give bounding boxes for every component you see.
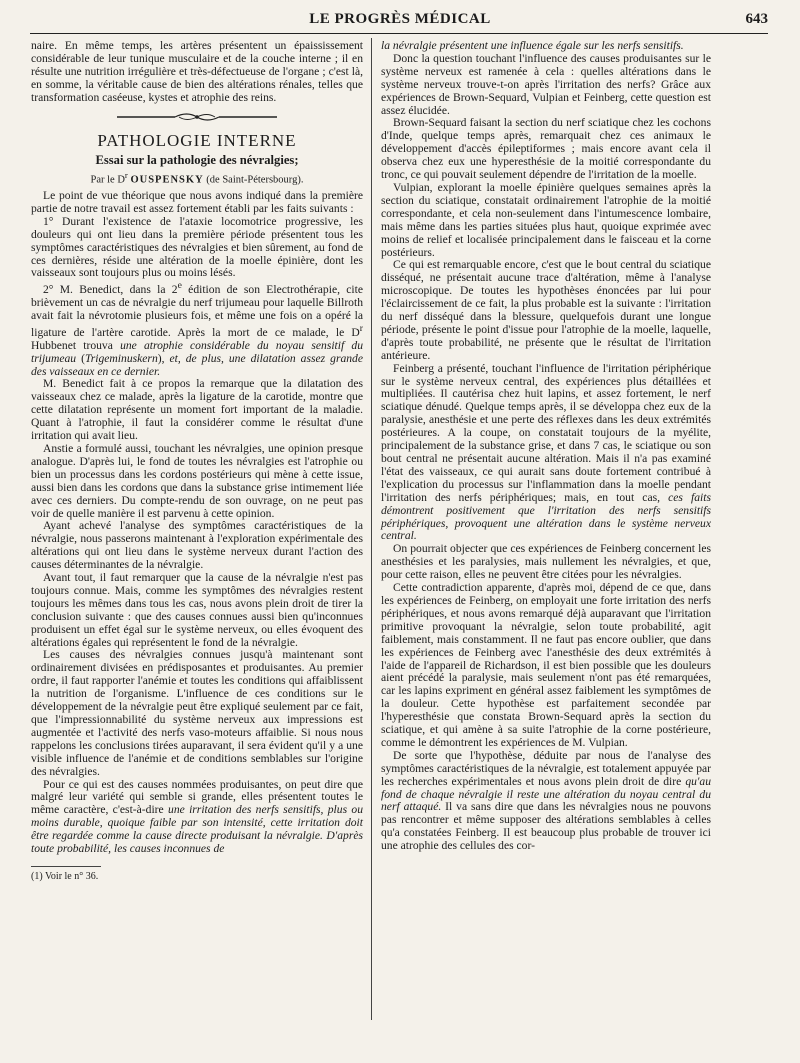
- byline: [31, 168, 363, 188]
- paragraph: [31, 779, 363, 856]
- running-head: [32, 11, 768, 31]
- italic-run: qu'au fond de chaque névralgie il reste une altération du noyau central du nerf attaqué.: [381, 774, 711, 814]
- text-run: De sorte que l'hypothèse, déduite par nous de l'analyse des symptômes caractéristiques de la névralgie, est totalement appuyée par les recherches expérimentales et nous avons plein droit de dire: [381, 748, 711, 788]
- superscript: e: [177, 280, 182, 292]
- paragraph: Le point de vue théorique que nous avons indiqué dans la première partie de notre travail est assez fortement établi par les faits suivants :: [31, 189, 363, 215]
- paragraph: M. Benedict fait à ce propos la remarque que la dilatation des vaisseaux chez ce malade, après la ligature de la carotide, montre que cette dilatation représente un moment fort important de la maladie. Quant à l'atrophie, il faut la considérer comme le résultat d'une irritation qui avait lieu.: [31, 377, 363, 443]
- author-name: OUSPENSKY: [130, 174, 204, 186]
- byline-prefix: Par le D: [90, 174, 125, 186]
- paragraph: naire. En même temps, les artères présentent un épaississement considérable de leur tunique musculaire et de la couche interne ; il en résulte une nutrition irrégulière et très-défectueuse de l'organe ; c'est là, en somme, la véritable cause de bien des altérations rénales, telles que transformation caséeuse, kystes et atrophie des reins.: [31, 39, 363, 104]
- paragraph: Anstie a formulé aussi, touchant les névralgies, une opinion presque analogue. D'après lui, le fond de toutes les névralgies est l'atrophie ou bien un processus dans les cordons postérieurs qui mène à cette issue, aussi bien dans les cordons que dans la substance grise intimement liée avec ces derniers. Du compte-rendu de son ouvrage, on ne peut pas voir de quelle manière il est parvenu à cette opinion.: [31, 441, 363, 520]
- paragraph: Avant tout, il faut remarquer que la cause de la névralgie n'est pas toujours connue. Mais, comme les symptômes des névralgies restent toujours les mêmes dans tous les cas, nous avons plein droit de tirer la conclusion suivante : que des causes connues aussi bien qu'inconnues produisent un effet égal sur le système nerveux, ou elles évoquent des altérations égales qui représentent le fond de la névralgie.: [31, 571, 363, 649]
- text-run: Pour ce qui est des causes nommées produisantes, on peut dire que malgré leur variété qui semble si grande, elles présentent toutes le même caractère, c'est-à-dire: [31, 777, 363, 817]
- ornament-rule-icon: [117, 111, 277, 123]
- header-rule: [30, 33, 768, 34]
- italic-run: une irritation des nerfs sensitifs, plus ou moins durable, quoique faible par son intensité, cette irritation doit être regardée comme la cause directe produisant la névralgie. D'après toute probabilité, les causes inconnues de: [31, 803, 363, 856]
- paragraph: On pourrait objecter que ces expériences de Feinberg concernent les anesthésies et les paralysies, mais nullement les névralgies, et que, pour cette raison, elles ne peuvent être citées pour les névralgies.: [381, 542, 711, 582]
- paragraph: [381, 750, 711, 853]
- section-heading: PATHOLOGIE INTERNE: [97, 130, 297, 150]
- paragraph: Donc la question touchant l'influence des causes produisantes sur le système nerveux est ramenée à cela : quelles altérations dans le système nerveux trouve-t-on après l'irritation des nerfs? Grâce aux expériences de Brown-Sequard, Vulpian et Feinberg, cette question est assez élucidée.: [381, 51, 711, 117]
- byline-sup: r: [124, 169, 128, 180]
- text-run: 2° M. Benedict, dans la 2: [43, 283, 178, 297]
- text-run: Feinberg a présenté, touchant l'influence de l'irritation périphérique sur le système nerveux central, des expériences plus détaillées et multipliées. Il cautérisa chez huit lapins, et assez fortement, le nerf sciatique dénudé. Quelque temps après, il se développa chez eux de la paralysie, anesthésie et une perte des réflexes dans les deux extrémités postérieures. A la coupe, on constatait toujours de la myélite, principalement de la substance grise, et dans 7 cas, le sciatique ou son bout central ne présentait aucune altération. Mais il n'a pas examiné l'état des vaisseaux, ce qui aurait sans doute fortement contribué à l'explication du processus sur l'inflammation dans la moelle pendant l'irritation des nerfs périphériques; mais, en tout cas,: [381, 361, 711, 504]
- byline-affiliation: (de Saint-Pétersbourg).: [203, 174, 304, 186]
- section-ornament: [31, 111, 363, 127]
- page-number: 643: [745, 11, 768, 27]
- article-title: Essai sur la pathologie des névralgies;: [95, 152, 299, 167]
- left-column: [31, 40, 363, 883]
- paragraph: Cette contradiction apparente, d'après moi, dépend de ce que, dans les expériences de Feinberg, on employait une forte irritation des nerfs périphériques, et nous avons remarqué déjà auparavant que l'irritation primitive provoquant la névralgie, selon toute probabilité, agit faiblement, mais constamment. Il ne faut pas encore oublier, que dans les expériences de Feinberg avec l'anesthésie des deux extrémités à l'aide de l'appareil de Richardson, il est bien possible que les douleurs aient précédé la paralysie, mais seulement n'ont pas été remarquées, car les lapins expriment en général assez faiblement les symptômes de la douleur. Cette hypothèse est parfaitement secondée par l'hyperesthésie que constata Brown-Sequard après la section du sciatique, et qui amène à sa suite l'atrophie de la corne postérieure, comme le démontrent les expériences de M. Vulpian.: [381, 581, 711, 749]
- journal-title: LE PROGRÈS MÉDICAL: [309, 11, 491, 27]
- text-run: Hubbenet trouva: [31, 338, 121, 352]
- italic-run: Trigeminuskern: [84, 351, 158, 365]
- paragraph: Ce qui est remarquable encore, c'est que le bout central du sciatique disséqué, ne présentait aucune trace d'altération, même à l'analyse microscopique. De toutes les hypothèses énoncées par lui pour l'éclaircissement de ce fait, la plus probable est la suivante : l'irritation du nerf disséqué dans la blessure, quelquefois durant une longue période, présente le point d'issue pour l'atrophie de la moelle, laquelle, d'après toute probabilité, ne présente que le résultat de l'irritation antérieure.: [381, 258, 711, 362]
- italic-run: une atrophie considérable du noyau sensitif du trijumeau: [31, 338, 363, 365]
- paragraph: Les causes des névralgies connues jusqu'à maintenant sont ordinairement divisées en prédisposantes et produisantes. Au premier ordre, il faut rapporter l'anémie et toutes les conditions qui affaiblissent la nutrition de l'organisme. L'influence de ces conditions sur le développement de la névralgie peut être expliqué seulement par ce fait, que l'impressionnabilité du système nerveux aux impressions est augmentée et l'activité des nerfs vaso-moteurs affaiblie. Si nous nous rappelons les conclusions tirées auparavant, il sera évident qu'il y a une visible influence de l'anémie et de conditions semblables sur l'origine des névralgies.: [31, 648, 363, 778]
- paragraph: [381, 363, 711, 544]
- footnote-rule: [31, 866, 101, 867]
- footnote: (1) Voir le n° 36.: [31, 870, 99, 882]
- text-run: (: [76, 351, 85, 365]
- paragraph: Brown-Sequard faisant la section du nerf sciatique chez les cochons d'Inde, quelque temps après, remarquait chez ces animaux le développement d'accès épileptiformes ; mais encore avant cela il observa chez eux une hyperesthésie de la moitié correspondante du tronc, ce qui pouvait seulement dépendre de l'irritation de la moelle.: [381, 116, 711, 182]
- paragraph: 1° Durant l'existence de l'ataxie locomotrice progressive, les douleurs qui ont lieu dans la première période présentent tous les symptômes caractéristiques des névralgies et bien sûrement, au fond de ces dernières, réside une altération de la moelle épinière, dont les vaisseaux sont toujours plus ou moins lésés.: [31, 214, 363, 280]
- column-divider: [371, 38, 372, 1020]
- italic-run: et, de plus, une dilatation assez grande des vaisseaux en ce dernier.: [31, 351, 363, 378]
- italic-run: la névralgie présentent une influence égale sur les nerfs sensitifs.: [381, 39, 684, 52]
- superscript: r: [359, 322, 363, 334]
- italic-run: ces faits démontrent positivement que l'irritation des nerfs sensitifs périphériques, provoquent une altération dans le système nerveux central.: [381, 490, 711, 543]
- paragraph: Ayant achevé l'analyse des symptômes caractéristiques de la névralgie, nous passerons maintenant à l'exploration expérimentale des altérations qui ont lieu dans le système nerveux durant l'action des causes déterminantes de la névralgie.: [31, 519, 363, 572]
- right-column: [381, 40, 711, 853]
- text-run: ),: [157, 351, 170, 365]
- text-run: Il va sans dire que dans les névralgies nous ne pouvons pas rencontrer et même supposer des altérations semblables à celles qu'a constatées Feinberg. Il est beaucoup plus probable de trouver ici une atrophie des cellules des cor-: [381, 800, 711, 853]
- text-run: édition de son Electrothérapie, cite brièvement un cas de névralgie du nerf trijumeau pour laquelle Billroth avait fait la névrotomie plusieurs fois, et même une fois on a opéré la ligature de l'artère carotide. Après la mort de ce malade, le D: [31, 283, 364, 339]
- paragraph: [381, 40, 711, 53]
- paragraph: Vulpian, explorant la moelle épinière quelques semaines après la section du sciatique, constatait ordinairement l'atrophie de la moitié correspondante, et cela non-seulement dans l'intumescence lombaire, mais même dans les parties situées plus haut, quoique exprimée avec moins de relief et localisée principalement dans le faisceau et la corne postérieurs.: [381, 180, 711, 259]
- paragraph: [31, 280, 363, 378]
